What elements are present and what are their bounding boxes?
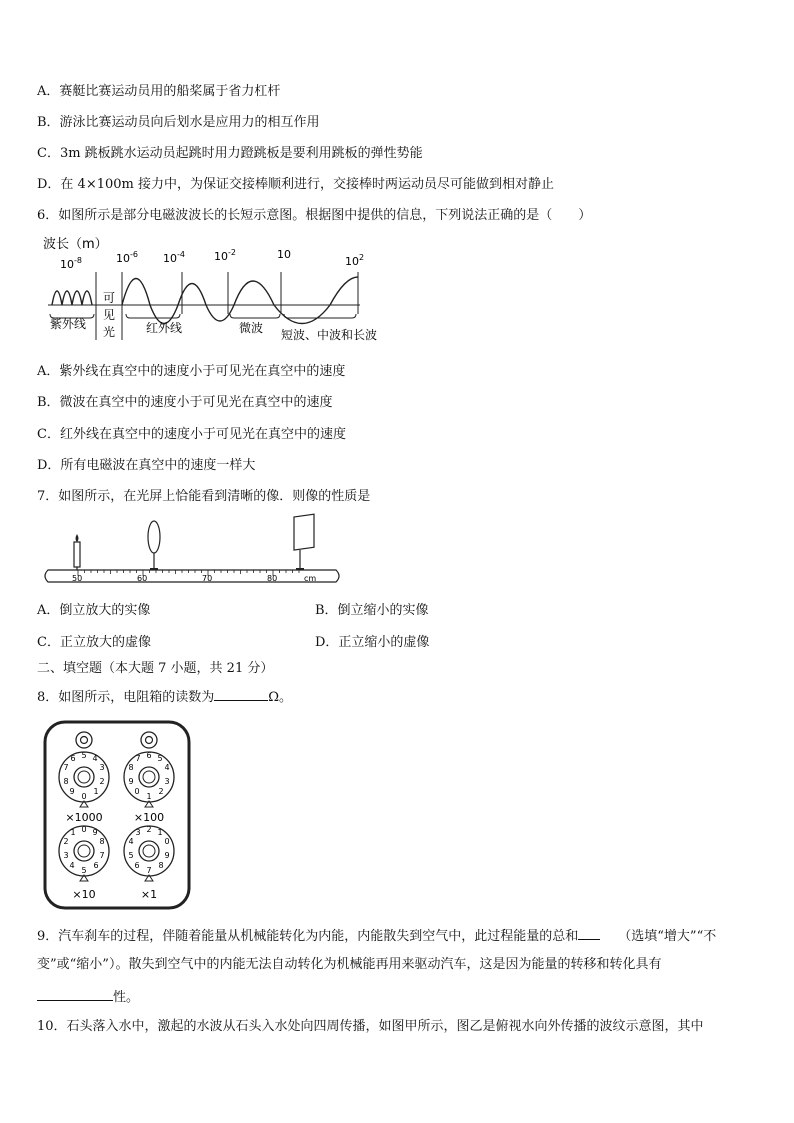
svg-text:7: 7 — [146, 866, 152, 875]
q5-option-d: D．在 4×100m 接力中，为保证交接棒顺利进行，交接棒时两运动员尽可能做到相对静止 — [37, 177, 554, 192]
svg-text:1: 1 — [157, 828, 163, 837]
q9-line-1: 9．汽车刹车的过程，伴随着能量从机械能转化为内能，内能散失到空气中，此过程能量的总和 （选填“增大”“不 — [37, 929, 717, 944]
scale-unit-cm: cm — [304, 574, 317, 583]
q9-answer-blank-2[interactable] — [37, 988, 113, 1001]
q7-option-c: C．正立放大的虚像 — [37, 635, 151, 650]
q7-option-d: D．正立缩小的虚像 — [315, 635, 430, 650]
radio-label: 短波、中波和长波 — [281, 328, 378, 342]
q6-option-b: B．微波在真空中的速度小于可见光在真空中的速度 — [37, 395, 333, 410]
svg-text:3: 3 — [164, 777, 170, 786]
q6-option-a: A．紫外线在真空中的速度小于可见光在真空中的速度 — [37, 364, 346, 379]
svg-text:4: 4 — [69, 861, 75, 870]
tick-label: $10^{-2}$ — [214, 248, 236, 263]
candle-flame — [76, 534, 79, 542]
svg-text:6: 6 — [93, 861, 99, 870]
q8-answer-blank[interactable] — [214, 688, 268, 701]
scale-label-80: 80 — [267, 574, 278, 583]
svg-text:9: 9 — [92, 828, 98, 837]
q6-option-d: D．所有电磁波在真空中的速度一样大 — [37, 458, 256, 473]
svg-text:8: 8 — [63, 777, 69, 786]
multiplier-x1: ×1 — [140, 888, 158, 901]
visible-label-3: 光 — [103, 325, 116, 339]
tick-label: $10^{-8}$ — [60, 256, 82, 271]
resistance-box-figure — [42, 719, 192, 911]
svg-text:0: 0 — [134, 787, 140, 796]
q9-line-2: 变”或“缩小”）。散失到空气中的内能无法自动转化为机械能再用来驱动汽车，这是因为能量的转移和转化具有 — [37, 957, 662, 972]
svg-text:6: 6 — [70, 754, 76, 763]
svg-text:1: 1 — [146, 792, 152, 801]
svg-text:9: 9 — [128, 777, 134, 786]
microwave-label: 微波 — [239, 321, 264, 335]
convex-lens — [148, 521, 160, 553]
q6-stem: 6．如图所示是部分电磁波波长的长短示意图。根据图中提供的信息，下列说法正确的是（ ） — [37, 208, 592, 223]
multiplier-x10: ×10 — [72, 888, 96, 901]
em-spectrum-figure — [40, 232, 400, 347]
section-title-fill-in: 二、填空题（本大题 7 小题，共 21 分） — [37, 661, 274, 676]
svg-text:8: 8 — [128, 763, 134, 772]
q5-option-c: C．3m 跳板跳水运动员起跳时用力蹬跳板是要利用跳板的弹性势能 — [37, 146, 423, 161]
svg-text:3: 3 — [63, 851, 69, 860]
svg-text:9: 9 — [69, 787, 75, 796]
q10-text: 10．石头落入水中，激起的水波从石头入水处向四周传播，如图甲所示，图乙是俯视水向外传播的波纹示意图，其中 — [37, 1019, 704, 1034]
tick-label: $10^{-4}$ — [163, 250, 185, 265]
tick-label: $10^2$ — [345, 253, 365, 268]
svg-text:3: 3 — [99, 763, 105, 772]
infrared-label: 红外线 — [146, 321, 183, 335]
svg-text:8: 8 — [158, 861, 164, 870]
q5-option-a: A．赛艇比赛运动员用的船桨属于省力杠杆 — [37, 84, 281, 99]
svg-text:6: 6 — [146, 751, 152, 760]
svg-text:1: 1 — [70, 828, 76, 837]
svg-text:1: 1 — [93, 787, 99, 796]
visible-label-2: 见 — [103, 308, 116, 322]
q6-option-c: C．红外线在真空中的速度小于可见光在真空中的速度 — [37, 427, 346, 442]
svg-text:2: 2 — [99, 777, 105, 786]
q9-line-3: 性。 — [37, 988, 139, 1006]
svg-text:4: 4 — [128, 837, 134, 846]
microwave-bracket — [230, 314, 280, 318]
uv-wave — [52, 291, 92, 305]
svg-text:5: 5 — [81, 751, 87, 760]
radio-wave — [122, 277, 358, 324]
svg-text:0: 0 — [81, 825, 87, 834]
svg-text:3: 3 — [135, 828, 141, 837]
svg-text:6: 6 — [134, 861, 140, 870]
scale-label-60: 60 — [137, 574, 148, 583]
svg-text:7: 7 — [99, 851, 105, 860]
svg-text:7: 7 — [135, 754, 141, 763]
wavelength-axis-label: 波长（m） — [43, 237, 108, 252]
candle — [74, 542, 80, 567]
svg-text:4: 4 — [164, 763, 170, 772]
scale-label-50: 50 — [72, 574, 83, 583]
uv-label: 紫外线 — [50, 317, 87, 331]
multiplier-x1000: ×1000 — [65, 811, 103, 824]
scale-label-70: 70 — [202, 574, 213, 583]
svg-text:0: 0 — [81, 792, 87, 801]
terminal-right — [141, 732, 157, 748]
light-screen — [294, 514, 314, 550]
q7-option-b: B．倒立缩小的实像 — [315, 603, 429, 618]
svg-text:5: 5 — [81, 866, 87, 875]
svg-text:5: 5 — [128, 851, 134, 860]
svg-text:4: 4 — [92, 754, 98, 763]
q5-option-b: B．游泳比赛运动员向后划水是应用力的相互作用 — [37, 115, 320, 130]
optical-bench — [45, 570, 339, 582]
visible-label-1: 可 — [103, 291, 116, 305]
q7-option-a: A．倒立放大的实像 — [37, 603, 151, 618]
q7-stem: 7．如图所示，在光屏上恰能看到清晰的像．则像的性质是 — [37, 489, 371, 504]
svg-text:7: 7 — [63, 763, 69, 772]
svg-text:5: 5 — [157, 754, 163, 763]
svg-text:0: 0 — [164, 837, 170, 846]
optical-bench-figure — [38, 512, 343, 592]
q9-answer-blank-1[interactable] — [578, 927, 600, 940]
multiplier-x100: ×100 — [133, 811, 165, 824]
tick-label: 10 — [277, 248, 291, 261]
q8-stem: 8．如图所示，电阻箱的读数为 Ω。 — [37, 690, 293, 705]
svg-text:8: 8 — [99, 837, 105, 846]
svg-text:2: 2 — [146, 825, 152, 834]
svg-text:9: 9 — [164, 851, 170, 860]
svg-text:2: 2 — [63, 837, 69, 846]
terminal-left — [76, 732, 92, 748]
tick-label: $10^{-6}$ — [116, 250, 138, 265]
svg-text:2: 2 — [158, 787, 164, 796]
